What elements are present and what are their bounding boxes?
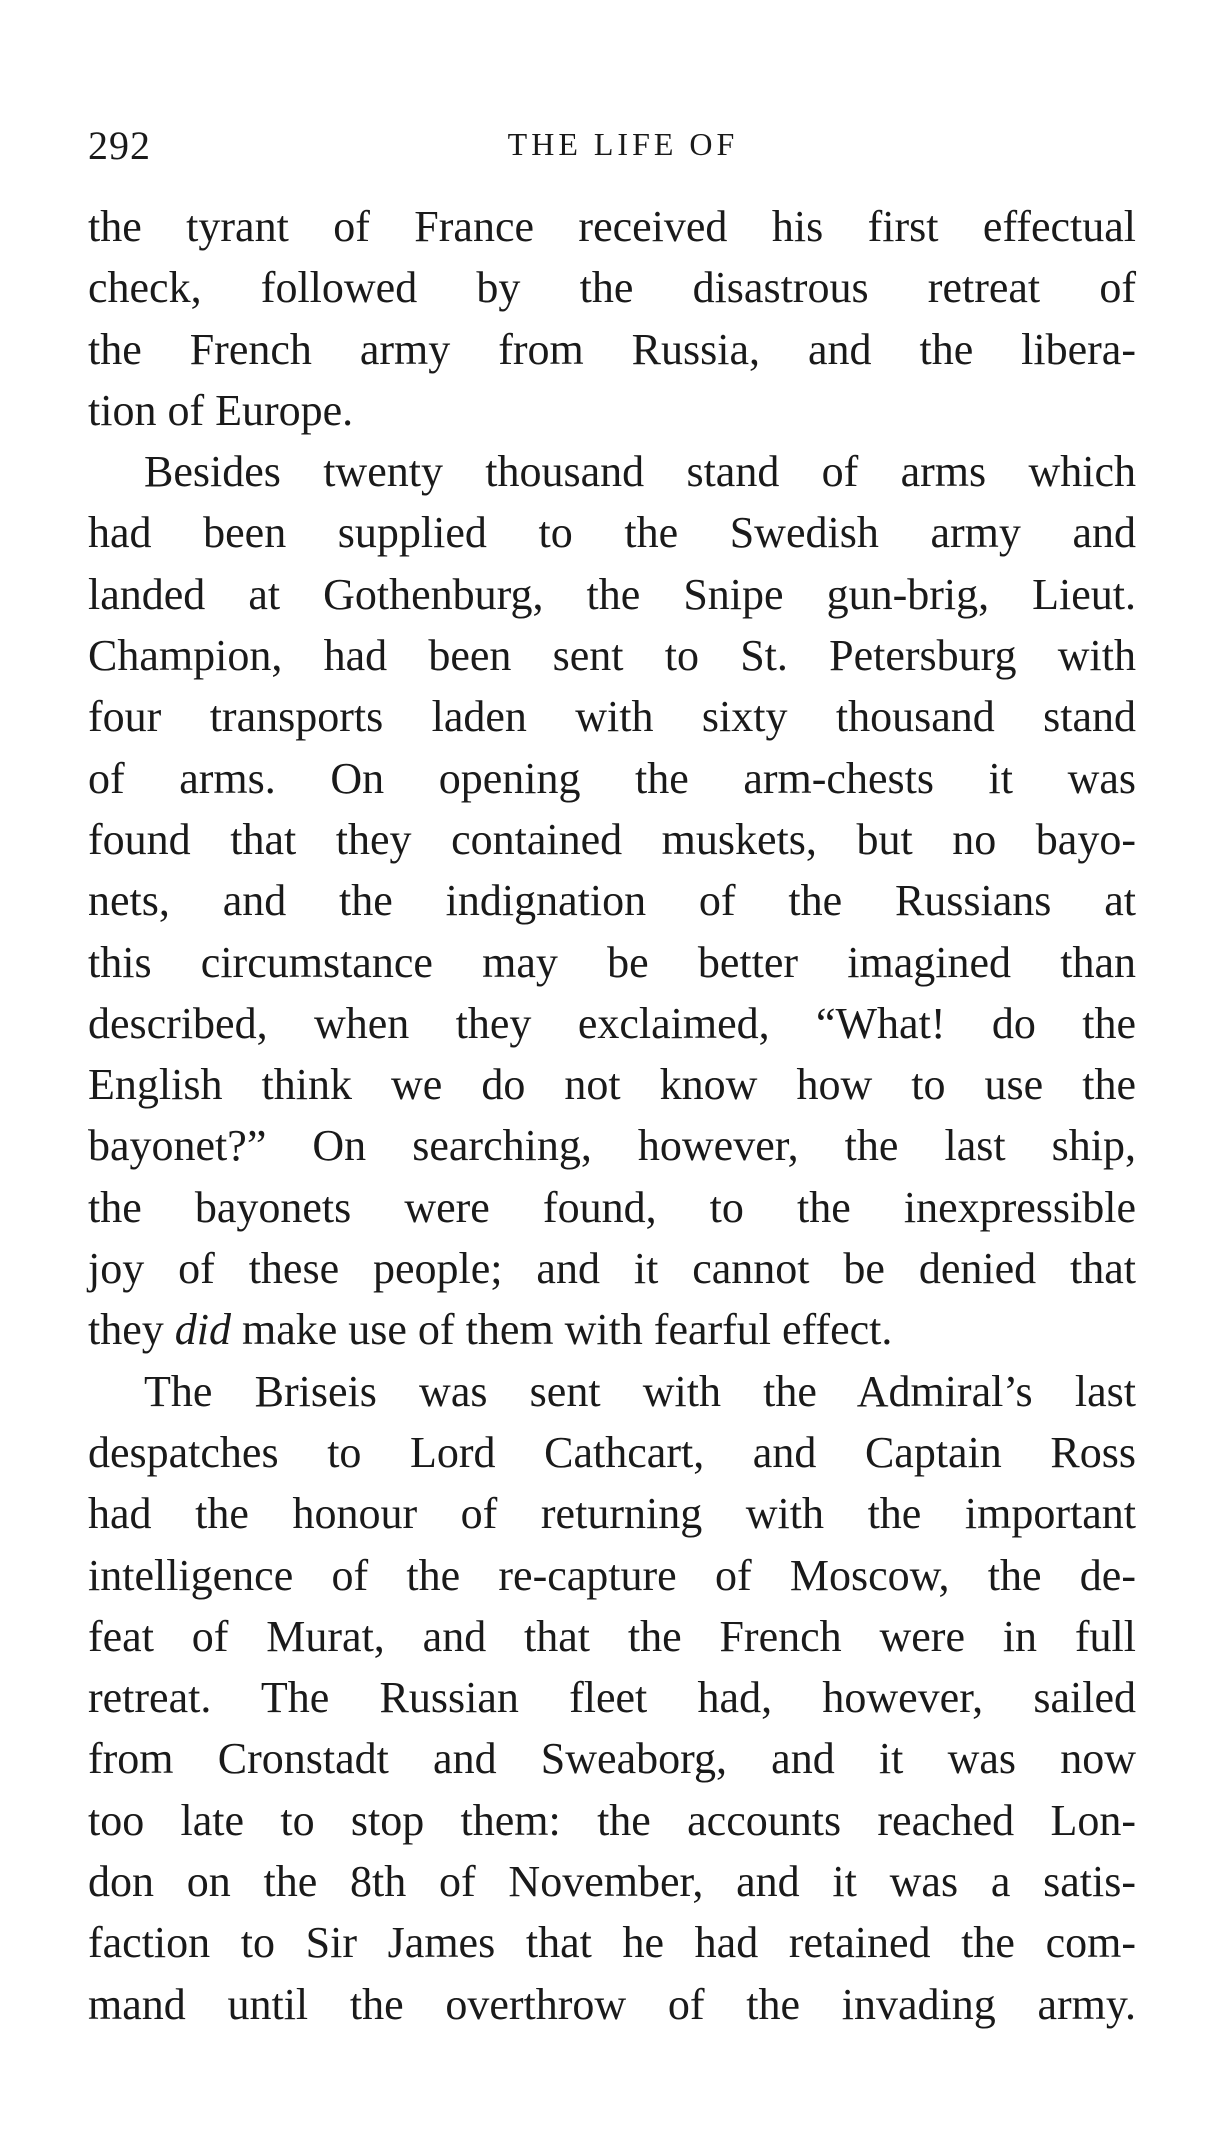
text-line: joy of these people; and it cannot be denied that (88, 1244, 1136, 1294)
text-line: Besides twenty thousand stand of arms which (144, 447, 1136, 497)
text-line: too late to stop them: the accounts reached Lon- (88, 1795, 1136, 1845)
paragraph (88, 1361, 1136, 2035)
text-line: from Cronstadt and Sweaborg, and it was now (88, 1734, 1136, 1784)
text-line: this circumstance may be better imagined than (88, 937, 1136, 987)
text-line: described, when they exclaimed, “What! do the (88, 998, 1136, 1048)
text-line: retreat. The Russian fleet had, however, sailed (88, 1673, 1136, 1723)
text-line: the French army from Russia, and the libera- (88, 324, 1136, 374)
text-line: four transports laden with sixty thousand stand (88, 692, 1136, 742)
text-line: faction to Sir James that he had retained the com- (88, 1918, 1136, 1968)
body-text (88, 196, 1136, 2035)
text-line: of arms. On opening the arm-chests it was (88, 753, 1136, 803)
page-header (88, 122, 1138, 172)
running-head: THE LIFE OF (507, 126, 739, 162)
text-line: found that they contained muskets, but no bayo- (88, 814, 1136, 864)
text-line: bayonet?” On searching, however, the last ship, (88, 1121, 1136, 1171)
text-line: they did make use of them with fearful effect. (88, 1305, 893, 1355)
text-line: tion of Europe. (88, 385, 354, 435)
text-line: the bayonets were found, to the inexpressible (88, 1182, 1136, 1232)
text-line: nets, and the indignation of the Russians at (88, 876, 1136, 926)
text-line: landed at Gothenburg, the Snipe gun-brig, Lieut. (88, 569, 1136, 619)
text-line: intelligence of the re-capture of Moscow, the de- (88, 1550, 1136, 1600)
text-line: check, followed by the disastrous retreat of (88, 263, 1136, 313)
text-line: mand until the overthrow of the invading army. (88, 1979, 1136, 2029)
text-line: Champion, had been sent to St. Petersburg with (88, 631, 1136, 681)
text-line: The Briseis was sent with the Admiral’s last (144, 1366, 1136, 1416)
text-line: the tyrant of France received his first effectual (88, 202, 1136, 251)
emphasis: did (174, 1305, 231, 1355)
text-line: despatches to Lord Cathcart, and Captain Ross (88, 1427, 1136, 1477)
text-line: don on the 8th of November, and it was a satis- (88, 1857, 1136, 1907)
paragraph (88, 441, 1136, 1360)
text-line: had the honour of returning with the important (88, 1489, 1136, 1539)
text-line: had been supplied to the Swedish army and (88, 508, 1136, 558)
text-line: English think we do not know how to use the (88, 1060, 1136, 1110)
page-number: 292 (88, 123, 151, 168)
text-line: feat of Murat, and that the French were in full (88, 1611, 1136, 1661)
paragraph (88, 196, 1136, 441)
